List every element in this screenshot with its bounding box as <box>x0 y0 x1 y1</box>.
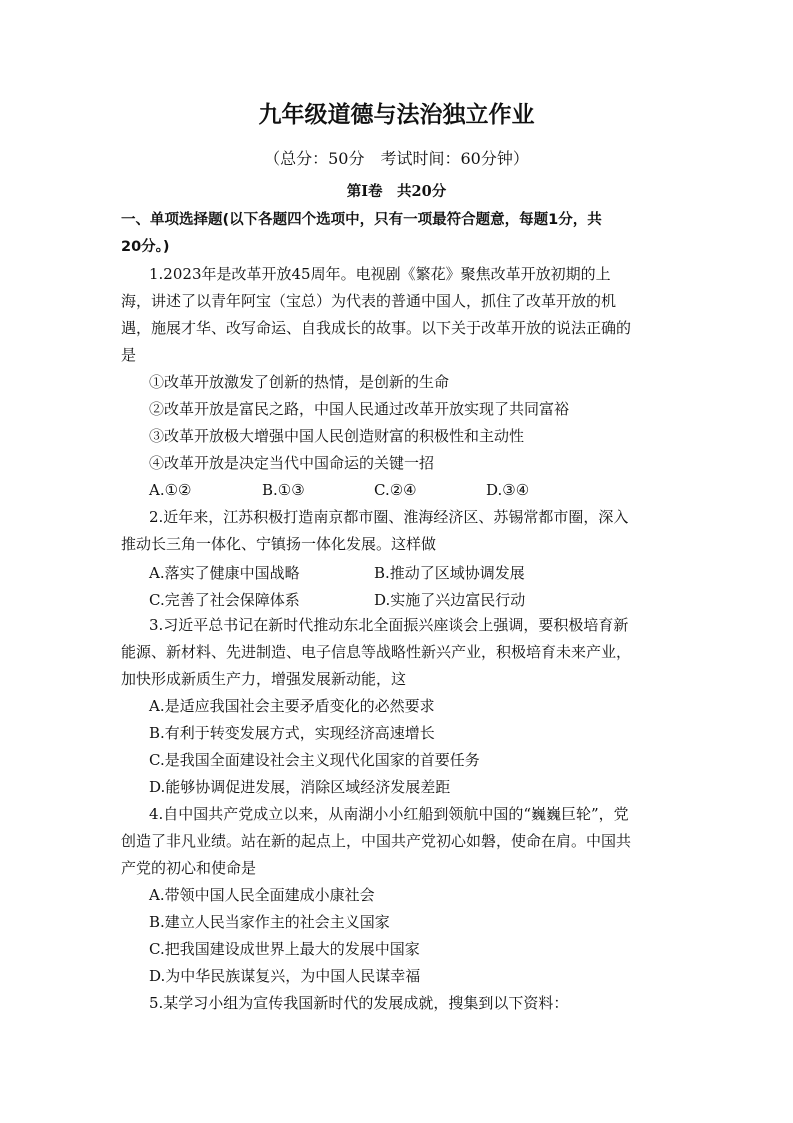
q1-option-c: C.②④ <box>374 481 417 499</box>
q1-option-b: B.①③ <box>262 481 305 499</box>
q1-option-a: A.①② <box>149 481 192 499</box>
q4-option-d: D.为中华民族谋复兴，为中国人民谋幸福 <box>149 967 421 985</box>
q4-option-b: B.建立人民当家作主的社会主义国家 <box>149 913 390 931</box>
q1-statement: ③改革开放极大增强中国人民创造财富的积极性和主动性 <box>149 427 525 445</box>
exam-info: （总分：50分 考试时间：60分钟） <box>264 149 529 168</box>
q4-stem: 产党的初心和使命是 <box>121 859 257 877</box>
q1-option-d: D.③④ <box>486 481 530 499</box>
q3-stem: 加快形成新质生产力，增强发展新动能，这 <box>121 670 407 688</box>
q1-statement: ②改革开放是富民之路，中国人民通过改革开放实现了共同富裕 <box>149 400 570 418</box>
q2-option-c: C.完善了社会保障体系 <box>149 591 300 609</box>
q3-option-d: D.能够协调促进发展，消除区域经济发展差距 <box>149 778 451 796</box>
q3-option-a: A.是适应我国社会主要矛盾变化的必然要求 <box>149 697 435 715</box>
q2-option-b: B.推动了区域协调发展 <box>374 564 525 582</box>
q3-option-c: C.是我国全面建设社会主义现代化国家的首要任务 <box>149 751 480 769</box>
q3-option-b: B.有利于转变发展方式，实现经济高速增长 <box>149 724 435 742</box>
q3-stem: 3.习近平总书记在新时代推动东北全面振兴座谈会上强调，要积极培育新 <box>149 616 629 634</box>
page-title: 九年级道德与法治独立作业 <box>258 102 535 128</box>
part-heading: 一、单项选择题(以下各题四个选项中，只有一项最符合题意，每题1分，共 <box>121 212 602 228</box>
q2-stem: 2.近年来，江苏积极打造南京都市圈、淮海经济区、苏锡常都市圈，深入 <box>149 508 629 526</box>
q4-option-c: C.把我国建设成世界上最大的发展中国家 <box>149 940 420 958</box>
q1-stem: 是 <box>121 346 137 364</box>
q2-option-a: A.落实了健康中国战略 <box>149 564 300 582</box>
q1-stem: 1.2023年是改革开放45周年。电视剧《繁花》聚焦改革开放初期的上 <box>149 265 611 283</box>
q4-stem: 创造了非凡业绩。站在新的起点上，中国共产党初心如磐，使命在肩。中国共 <box>121 832 632 850</box>
q5-stem: 5.某学习小组为宣传我国新时代的发展成就，搜集到以下资料： <box>149 994 569 1012</box>
part-heading-cont: 20分。) <box>121 239 170 255</box>
q1-statement: ①改革开放激发了创新的热情，是创新的生命 <box>149 373 450 391</box>
q2-option-d: D.实施了兴边富民行动 <box>374 591 526 609</box>
q1-stem: 海，讲述了以青年阿宝（宝总）为代表的普通中国人，抓住了改革开放的机 <box>121 292 617 310</box>
section-heading: 第Ⅰ卷 共20分 <box>346 183 447 200</box>
q2-stem: 推动长三角一体化、宁镇扬一体化发展。这样做 <box>121 535 437 553</box>
q1-stem: 遇，施展才华、改写命运、自我成长的故事。以下关于改革开放的说法正确的 <box>121 319 632 337</box>
q3-stem: 能源、新材料、先进制造、电子信息等战略性新兴产业，积极培育未来产业， <box>121 643 632 661</box>
q4-option-a: A.带领中国人民全面建成小康社会 <box>149 886 375 904</box>
q1-statement: ④改革开放是决定当代中国命运的关键一招 <box>149 454 435 472</box>
q4-stem: 4.自中国共产党成立以来，从南湖小小红船到领航中国的“巍巍巨轮”，党 <box>149 805 629 823</box>
